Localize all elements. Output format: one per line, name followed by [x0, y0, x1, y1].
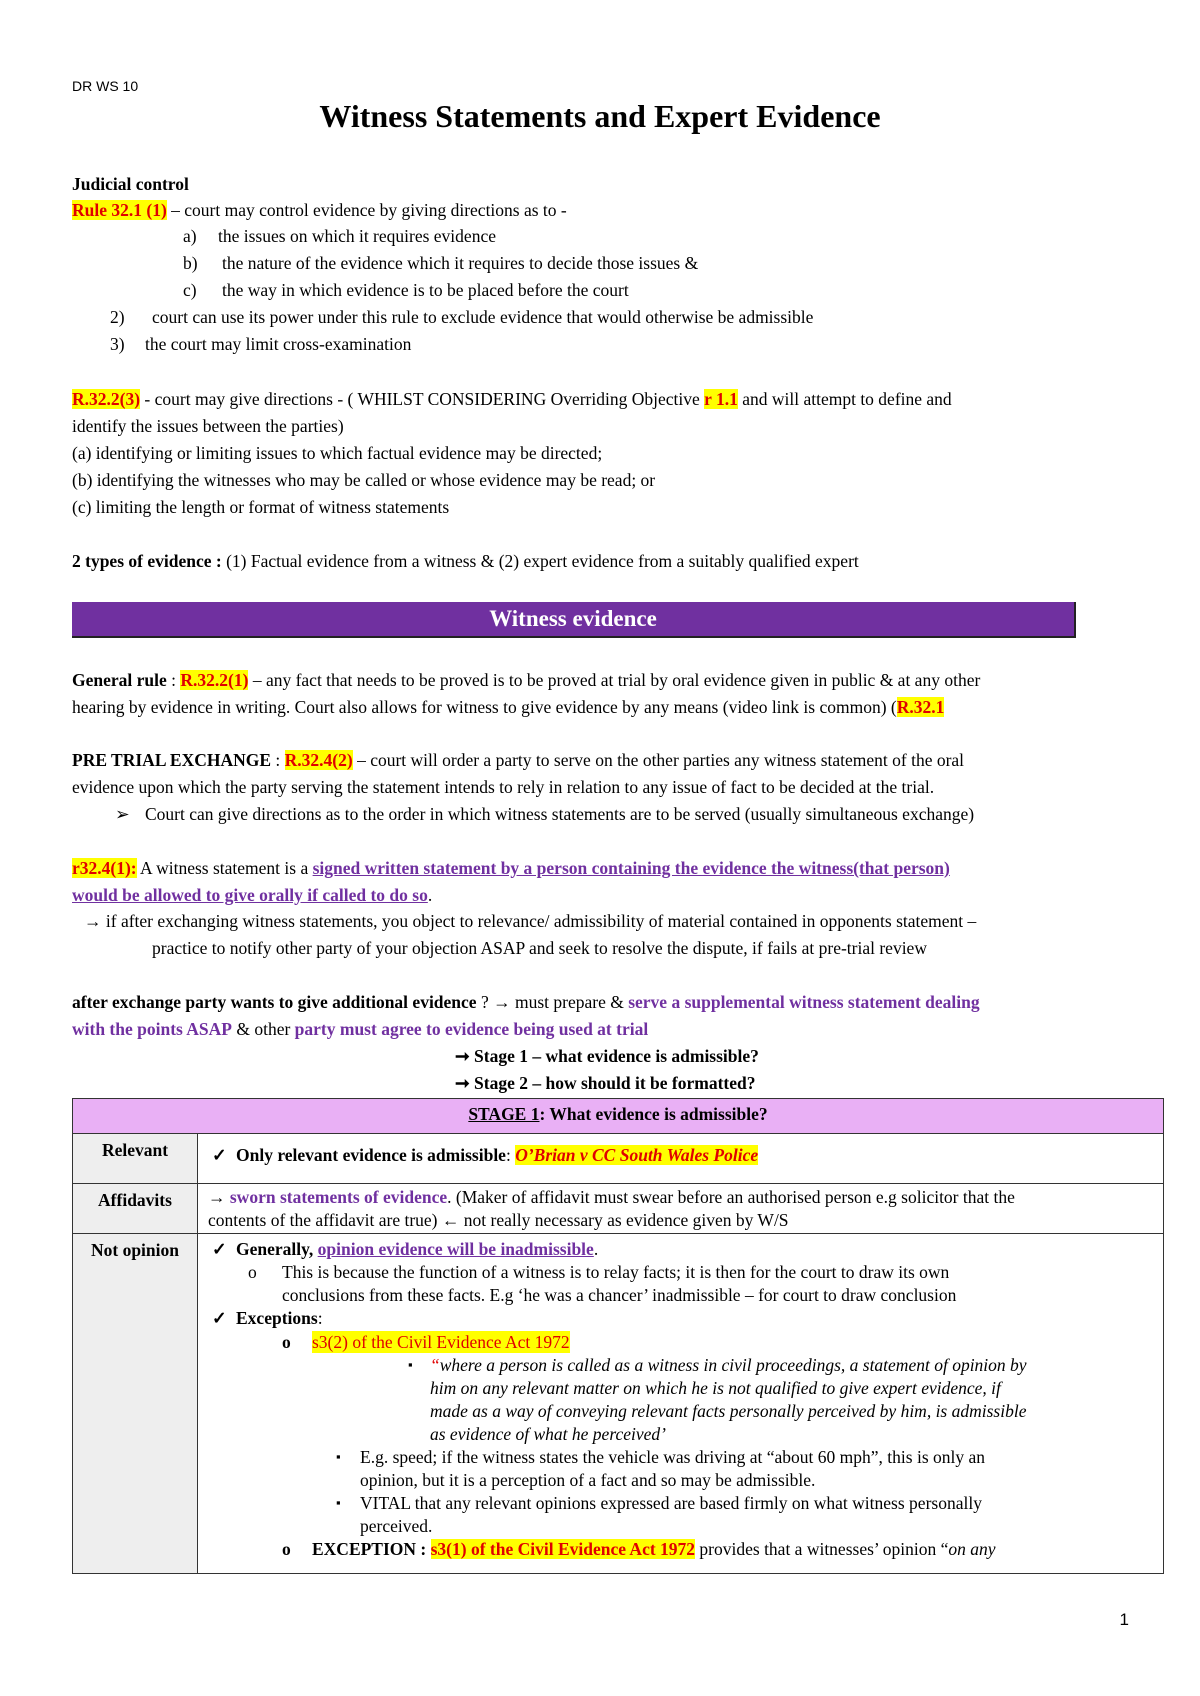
page-number: 1: [1119, 1610, 1129, 1629]
circle-bullet-icon: o: [282, 1539, 291, 1559]
quote-line2: him on any relevant matter on which he is not qualified to give expert evidence, if: [430, 1378, 1001, 1398]
r32-4-1-line: r32.4(1): A witness statement is a signed written statement by a person containing the evidence the witness(that person): [72, 858, 950, 878]
square-bullet-icon: ▪: [336, 1449, 341, 1464]
pre-trial-bullet: Court can give directions as to the order in which witness statements are to be served (usually simultaneous exchange): [145, 804, 975, 824]
vital-line1: VITAL that any relevant opinions expressed are based firmly on what witness personally: [360, 1493, 982, 1513]
rule-32-1-line: Rule 32.1 (1) – court may control evidence by giving directions as to -: [72, 200, 567, 220]
stage-1-arrow: ➞ Stage 1 – what evidence is admissible?: [455, 1046, 759, 1066]
because-line2: conclusions from these facts. E.g ‘he was a chancer’ inadmissible – for court to draw conclusion: [282, 1285, 957, 1305]
s3-2-ref: s3(2) of the Civil Evidence Act 1972: [312, 1332, 570, 1352]
stage-1-table: [72, 1098, 1164, 1574]
r32-2-3-b: (b) identifying the witnesses who may be called or whose evidence may be read; or: [72, 470, 656, 490]
objection-line: → if after exchanging witness statements, you object to relevance/ admissibility of material contained in opponents statement –: [84, 911, 977, 931]
check-icon: ✓: [212, 1145, 227, 1165]
r32-2-3-c: (c) limiting the length or format of witness statements: [72, 497, 450, 517]
rule-ref: Rule 32.1 (1): [72, 200, 167, 220]
r32-2-3-line2: identify the issues between the parties): [72, 416, 344, 436]
table-header: STAGE 1: What evidence is admissible?: [73, 1099, 1164, 1134]
circle-bullet-icon: o: [282, 1332, 291, 1352]
eg-line2: opinion, but it is a perception of a fact and so may be admissible.: [360, 1470, 816, 1490]
general-rule-line2: hearing by evidence in writing. Court also allows for witness to give evidence by any means (video link is common) (R.32.1: [72, 697, 945, 717]
objection-line2: practice to notify other party of your objection ASAP and seek to resolve the dispute, if fails at pre-trial review: [152, 938, 927, 958]
affidavit-line2: contents of the affidavit are true) ← not really necessary as evidence given by W/S: [208, 1210, 789, 1230]
list-item-a-text: the issues on which it requires evidence: [218, 226, 496, 246]
quote-line4: as evidence of what he perceived’: [430, 1424, 666, 1444]
list-item-b-text: the nature of the evidence which it requires to decide those issues &: [222, 253, 699, 273]
check-icon: ✓: [212, 1239, 227, 1259]
list-item-2-text: court can use its power under this rule to exclude evidence that would otherwise be admissible: [152, 307, 814, 327]
table-row: [73, 1184, 1164, 1234]
list-item-a: a): [183, 226, 197, 246]
list-item-2: 2): [110, 307, 125, 327]
types-of-evidence: 2 types of evidence : (1) Factual evidence from a witness & (2) expert evidence from a suitably qualified expert: [72, 551, 859, 571]
because-line1: This is because the function of a witness is to relay facts; it is then for the court to draw its own: [282, 1262, 950, 1282]
table-row: [73, 1134, 1164, 1184]
circle-bullet-icon: o: [248, 1262, 257, 1282]
page-title: Witness Statements and Expert Evidence: [319, 98, 881, 134]
judicial-control-heading: Judicial control: [72, 174, 189, 194]
square-bullet-icon: ▪: [336, 1495, 341, 1510]
list-item-3-text: the court may limit cross-examination: [145, 334, 412, 354]
exception-line: EXCEPTION : s3(1) of the Civil Evidence Act 1972 provides that a witnesses’ opinion “on any: [312, 1539, 996, 1559]
row-label-not-opinion: Not opinion: [73, 1234, 198, 1574]
generally-line: Generally, opinion evidence will be inadmissible.: [236, 1239, 599, 1259]
r32-4-1-line2: would be allowed to give orally if called to do so.: [72, 885, 433, 905]
row-label-relevant: Relevant: [73, 1134, 198, 1184]
arrow-bullet-icon: ➢: [115, 804, 130, 824]
witness-evidence-banner: Witness evidence: [72, 602, 1076, 638]
after-exchange-line: after exchange party wants to give additional evidence ? → must prepare & serve a supplemental witness statement dealing: [72, 992, 980, 1012]
list-item-c: c): [183, 280, 197, 300]
check-icon: ✓: [212, 1308, 227, 1328]
case-ref: O’Brian v CC South Wales Police: [515, 1145, 759, 1165]
r32-2-3-a: (a) identifying or limiting issues to which factual evidence may be directed;: [72, 443, 603, 463]
square-bullet-icon: ▪: [408, 1357, 413, 1372]
row-label-affidavits: Affidavits: [73, 1184, 198, 1234]
exceptions-label: Exceptions:: [236, 1308, 323, 1328]
eg-line1: E.g. speed; if the witness states the vehicle was driving at “about 60 mph”, this is only an: [360, 1447, 986, 1467]
pre-trial-line: PRE TRIAL EXCHANGE : R.32.4(2) – court will order a party to serve on the other parties any witness statement of the oral: [72, 750, 965, 770]
r1-1-ref: r 1.1: [704, 389, 738, 409]
general-rule-line: General rule : R.32.2(1) – any fact that needs to be proved is to be proved at trial by oral evidence given in public & at any other: [72, 670, 981, 690]
list-item-3: 3): [110, 334, 125, 354]
quote-line1: “where a person is called as a witness in civil proceedings, a statement of opinion by: [430, 1355, 1027, 1375]
pre-trial-line2: evidence upon which the party serving the statement intends to rely in relation to any issue of fact to be decided at the trial.: [72, 777, 935, 797]
r32-2-3-line: R.32.2(3) - court may give directions - ( WHILST CONSIDERING Overriding Objective r 1.1 and will attempt to define and: [72, 389, 952, 409]
affidavit-line1: → sworn statements of evidence. (Maker of affidavit must swear before an authorised person e.g solicitor that the: [208, 1187, 1015, 1207]
table-row: [73, 1234, 1164, 1574]
stage-2-arrow: ➞ Stage 2 – how should it be formatted?: [455, 1073, 756, 1093]
vital-line2: perceived.: [360, 1516, 433, 1536]
list-item-b: b): [183, 253, 198, 273]
quote-line3: made as a way of conveying relevant facts personally perceived by him, is admissible: [430, 1401, 1027, 1421]
list-item-c-text: the way in which evidence is to be placed before the court: [222, 280, 629, 300]
after-exchange-line2: with the points ASAP & other party must agree to evidence being used at trial: [72, 1019, 649, 1039]
relevant-text: Only relevant evidence is admissible: O’Brian v CC South Wales Police: [236, 1145, 759, 1165]
doc-code: DR WS 10: [72, 78, 139, 94]
